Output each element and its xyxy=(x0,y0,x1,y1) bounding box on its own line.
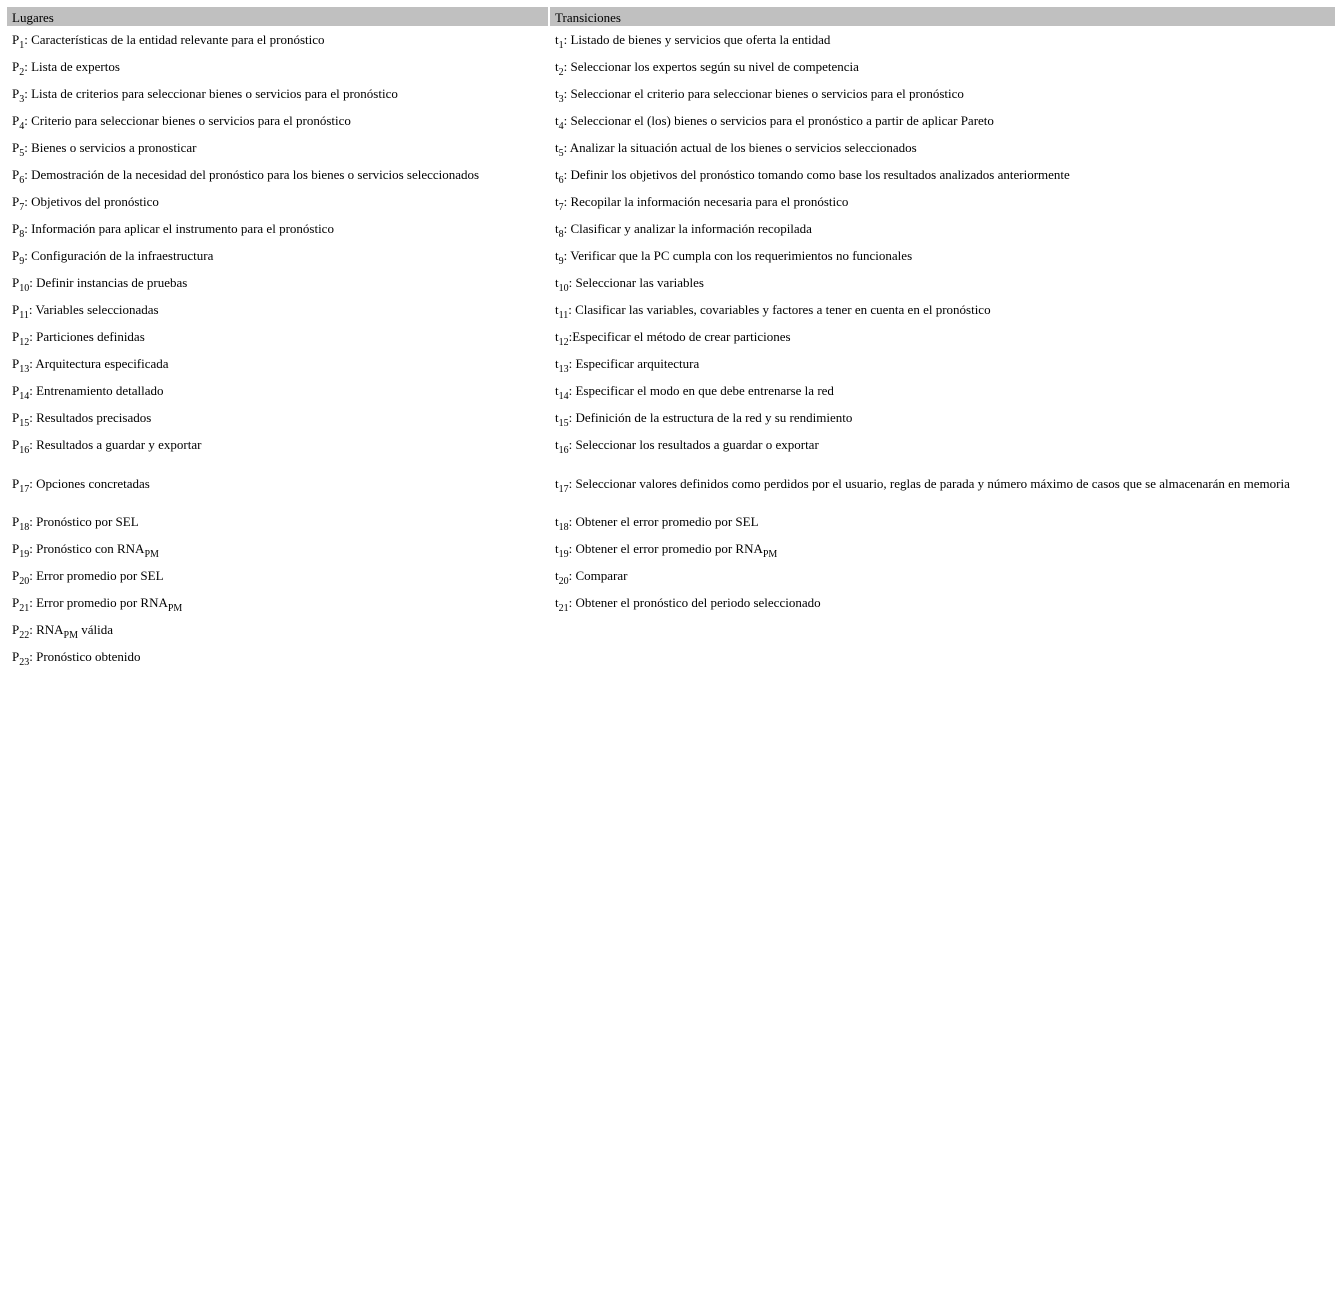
table-row xyxy=(7,269,1335,296)
place-description: : Configuración de la infraestructura xyxy=(24,248,214,263)
transition-cell xyxy=(550,508,1335,535)
transition-symbol: t xyxy=(555,568,559,583)
transition-symbol: t xyxy=(555,410,559,425)
place-symbol: P xyxy=(12,437,20,452)
transition-symbol: t xyxy=(555,32,559,47)
transition-description: : Clasificar las variables, covariables y factores a tener en cuenta en el pronóstico xyxy=(568,302,991,317)
place-description: : Lista de criterios para seleccionar bienes o servicios para el pronóstico xyxy=(24,86,398,101)
place-index: 3 xyxy=(19,94,25,105)
transition-symbol: t xyxy=(555,59,559,74)
place-symbol: P xyxy=(12,649,20,664)
place-cell xyxy=(7,431,550,458)
place-index: 12 xyxy=(19,337,30,348)
place-symbol: P xyxy=(12,568,20,583)
place-index: 16 xyxy=(19,445,30,456)
place-cell xyxy=(7,107,550,134)
transition-description: : Obtener el error promedio por SEL xyxy=(568,514,759,529)
transition-index: 7 xyxy=(558,202,564,213)
place-cell xyxy=(7,188,550,215)
place-index: 17 xyxy=(19,483,30,495)
place-symbol: P xyxy=(12,383,20,398)
transition-index: 12 xyxy=(558,337,569,348)
table-row xyxy=(7,589,1335,616)
table-row xyxy=(7,643,1335,670)
table-body xyxy=(7,26,1335,670)
place-description: : Error promedio por SEL xyxy=(29,568,164,583)
transition-cell xyxy=(550,589,1335,616)
place-description: : Información para aplicar el instrumento para el pronóstico xyxy=(24,221,334,236)
place-index: 4 xyxy=(19,121,25,132)
place-description: : Opciones concretadas xyxy=(29,475,150,491)
transition-symbol: t xyxy=(555,248,559,263)
transition-cell xyxy=(550,80,1335,107)
transition-index: 10 xyxy=(558,283,569,294)
transition-index: 2 xyxy=(558,67,564,78)
place-description: : Criterio para seleccionar bienes o servicios para el pronóstico xyxy=(24,113,351,128)
table-row xyxy=(7,107,1335,134)
table-row xyxy=(7,377,1335,404)
transition-description: : Seleccionar el (los) bienes o servicios para el pronóstico a partir de aplicar Pareto xyxy=(563,113,994,128)
transition-index: 21 xyxy=(558,603,569,614)
place-description: : Arquitectura especificada xyxy=(29,356,169,371)
transition-symbol: t xyxy=(555,541,559,556)
place-cell xyxy=(7,535,550,562)
place-symbol: P xyxy=(12,329,20,344)
place-symbol: P xyxy=(12,595,20,610)
place-cell xyxy=(7,404,550,431)
table-row xyxy=(7,431,1335,458)
place-symbol: P xyxy=(12,275,20,290)
transition-cell xyxy=(550,377,1335,404)
place-symbol: P xyxy=(12,194,20,209)
transition-symbol: t xyxy=(555,167,559,182)
place-symbol: P xyxy=(12,475,20,491)
place-index: 7 xyxy=(19,202,25,213)
transition-symbol: t xyxy=(555,475,559,491)
transition-index: 17 xyxy=(558,483,569,495)
table-row xyxy=(7,296,1335,323)
transition-index: 19 xyxy=(558,549,569,560)
place-description-subscript: PM xyxy=(167,603,183,614)
transition-symbol: t xyxy=(555,194,559,209)
place-cell xyxy=(7,134,550,161)
transition-cell xyxy=(550,188,1335,215)
transition-symbol: t xyxy=(555,140,559,155)
transition-description: : Obtener el pronóstico del periodo seleccionado xyxy=(568,595,821,610)
place-symbol: P xyxy=(12,356,20,371)
place-description: : Lista de expertos xyxy=(24,59,120,74)
place-description: : Entrenamiento detallado xyxy=(29,383,164,398)
place-description-subscript: PM xyxy=(63,630,78,641)
place-description: : Características de la entidad relevante para el pronóstico xyxy=(24,32,325,47)
place-symbol: P xyxy=(12,410,20,425)
place-description: : Demostración de la necesidad del pronóstico para los bienes o servicios seleccionados xyxy=(24,167,480,182)
transition-description: : Seleccionar valores definidos como perdidos por el usuario, reglas de parada y número máximo de casos que se almacenarán en memoria xyxy=(568,475,1290,491)
place-symbol: P xyxy=(12,113,20,128)
place-symbol: P xyxy=(12,221,20,236)
transition-description: : Verificar que la PC cumpla con los requerimientos no funcionales xyxy=(563,248,913,263)
table-row xyxy=(7,458,1335,508)
table-row xyxy=(7,161,1335,188)
transition-description: : Seleccionar el criterio para seleccionar bienes o servicios para el pronóstico xyxy=(563,86,964,101)
place-cell xyxy=(7,377,550,404)
transition-description: : Especificar el modo en que debe entrenarse la red xyxy=(568,383,834,398)
place-cell xyxy=(7,80,550,107)
transition-symbol: t xyxy=(555,302,559,317)
transition-description: : Definir los objetivos del pronóstico tomando como base los resultados analizados anteriormente xyxy=(563,167,1070,182)
transition-description: : Obtener el error promedio por RNA xyxy=(568,541,763,556)
place-symbol: P xyxy=(12,514,20,529)
transition-cell xyxy=(550,350,1335,377)
transition-index: 6 xyxy=(558,175,564,186)
place-description: : Error promedio por RNA xyxy=(29,595,168,610)
table-row xyxy=(7,53,1335,80)
transition-index: 4 xyxy=(558,121,564,132)
transition-description: : Clasificar y analizar la información recopilada xyxy=(563,221,812,236)
place-description: : Particiones definidas xyxy=(29,329,145,344)
place-symbol: P xyxy=(12,541,20,556)
header-transiciones: Transiciones xyxy=(550,7,1335,26)
place-cell xyxy=(7,458,550,508)
transition-description: : Seleccionar los resultados a guardar o exportar xyxy=(568,437,819,452)
place-description: : Variables seleccionadas xyxy=(28,302,159,317)
table-row xyxy=(7,26,1335,53)
transition-symbol: t xyxy=(555,437,559,452)
place-cell xyxy=(7,26,550,53)
transition-symbol: t xyxy=(555,86,559,101)
place-index: 13 xyxy=(19,364,30,375)
transition-description: : Definición de la estructura de la red y su rendimiento xyxy=(568,410,853,425)
table-row xyxy=(7,350,1335,377)
place-cell xyxy=(7,616,550,643)
place-cell xyxy=(7,215,550,242)
place-description: : Pronóstico con RNA xyxy=(29,541,145,556)
place-cell xyxy=(7,161,550,188)
transition-description: : Analizar la situación actual de los bienes o servicios seleccionados xyxy=(563,140,917,155)
place-cell xyxy=(7,508,550,535)
transition-index: 3 xyxy=(558,94,564,105)
place-index: 21 xyxy=(19,603,30,614)
transition-cell-empty xyxy=(550,616,1335,643)
place-symbol: P xyxy=(12,140,20,155)
place-description: : Resultados precisados xyxy=(29,410,152,425)
place-cell xyxy=(7,562,550,589)
transition-index: 1 xyxy=(558,40,564,51)
place-symbol: P xyxy=(12,86,20,101)
transition-index: 20 xyxy=(558,576,569,587)
transition-description: : Seleccionar los expertos según su nivel de competencia xyxy=(563,59,859,74)
transition-description: :Especificar el método de crear particiones xyxy=(568,329,791,344)
transition-cell xyxy=(550,53,1335,80)
place-symbol: P xyxy=(12,302,20,317)
place-index: 15 xyxy=(19,418,30,429)
transition-symbol: t xyxy=(555,329,559,344)
transition-cell xyxy=(550,431,1335,458)
place-cell xyxy=(7,242,550,269)
place-cell xyxy=(7,589,550,616)
transition-cell xyxy=(550,107,1335,134)
place-cell xyxy=(7,53,550,80)
transition-symbol: t xyxy=(555,514,559,529)
table-row xyxy=(7,404,1335,431)
table-row xyxy=(7,188,1335,215)
transition-description: : Seleccionar las variables xyxy=(568,275,704,290)
place-description: : Definir instancias de pruebas xyxy=(29,275,188,290)
transition-index: 18 xyxy=(558,522,569,533)
transition-cell xyxy=(550,134,1335,161)
header-lugares: Lugares xyxy=(7,7,550,26)
place-index: 2 xyxy=(19,67,25,78)
table-row xyxy=(7,242,1335,269)
place-index: 8 xyxy=(19,229,25,240)
place-cell xyxy=(7,269,550,296)
transition-index: 15 xyxy=(558,418,569,429)
transition-description-subscript: PM xyxy=(762,549,778,560)
transition-index: 5 xyxy=(558,148,564,159)
place-description: : Resultados a guardar y exportar xyxy=(29,437,202,452)
transition-index: 13 xyxy=(558,364,569,375)
place-cell xyxy=(7,323,550,350)
table-row xyxy=(7,535,1335,562)
place-symbol: P xyxy=(12,248,20,263)
transition-cell-empty xyxy=(550,643,1335,670)
transition-cell xyxy=(550,323,1335,350)
place-description-subscript: PM xyxy=(144,549,159,560)
transition-index: 16 xyxy=(558,445,569,456)
transition-cell xyxy=(550,562,1335,589)
transition-cell xyxy=(550,215,1335,242)
transition-symbol: t xyxy=(555,113,559,128)
transition-symbol: t xyxy=(555,383,559,398)
transition-index: 9 xyxy=(558,256,564,267)
place-cell xyxy=(7,296,550,323)
place-symbol: P xyxy=(12,167,20,182)
transition-symbol: t xyxy=(555,356,559,371)
place-index: 6 xyxy=(19,175,25,186)
place-description: : Pronóstico obtenido xyxy=(29,649,141,664)
transition-description: : Recopilar la información necesaria para el pronóstico xyxy=(563,194,849,209)
transition-cell xyxy=(550,26,1335,53)
transition-index: 11 xyxy=(558,310,569,321)
table-row xyxy=(7,323,1335,350)
place-index: 10 xyxy=(19,283,30,294)
transition-description: : Especificar arquitectura xyxy=(568,356,700,371)
place-symbol: P xyxy=(12,622,20,637)
transition-description: : Comparar xyxy=(568,568,628,583)
transition-cell xyxy=(550,404,1335,431)
place-index: 5 xyxy=(19,148,25,159)
place-index: 1 xyxy=(19,40,25,51)
transition-index: 14 xyxy=(558,391,569,402)
place-description-suffix: válida xyxy=(78,622,114,637)
table-row xyxy=(7,616,1335,643)
transition-symbol: t xyxy=(555,595,559,610)
place-description: : Pronóstico por SEL xyxy=(29,514,139,529)
transition-cell xyxy=(550,161,1335,188)
transition-index: 8 xyxy=(558,229,564,240)
place-description: : Objetivos del pronóstico xyxy=(24,194,159,209)
transition-cell xyxy=(550,242,1335,269)
place-description: : Bienes o servicios a pronosticar xyxy=(24,140,197,155)
place-index: 14 xyxy=(19,391,30,402)
table-row xyxy=(7,508,1335,535)
place-cell xyxy=(7,643,550,670)
place-index: 18 xyxy=(19,522,30,533)
place-index: 11 xyxy=(19,310,29,321)
transition-cell xyxy=(550,535,1335,562)
place-cell xyxy=(7,350,550,377)
transition-description: : Listado de bienes y servicios que oferta la entidad xyxy=(563,32,831,47)
place-symbol: P xyxy=(12,59,20,74)
place-index: 9 xyxy=(19,256,25,267)
table-row xyxy=(7,562,1335,589)
place-symbol: P xyxy=(12,32,20,47)
place-index: 20 xyxy=(19,576,30,587)
place-index: 22 xyxy=(19,630,30,641)
transition-cell xyxy=(550,296,1335,323)
places-transitions-table xyxy=(7,7,1335,670)
place-description: : RNA xyxy=(29,622,64,637)
header-row xyxy=(7,7,1335,26)
table-row xyxy=(7,80,1335,107)
transition-symbol: t xyxy=(555,275,559,290)
place-index: 23 xyxy=(19,657,30,668)
table-row xyxy=(7,215,1335,242)
table-row xyxy=(7,134,1335,161)
place-index: 19 xyxy=(19,549,30,560)
transition-symbol: t xyxy=(555,221,559,236)
transition-cell xyxy=(550,458,1335,508)
transition-cell xyxy=(550,269,1335,296)
